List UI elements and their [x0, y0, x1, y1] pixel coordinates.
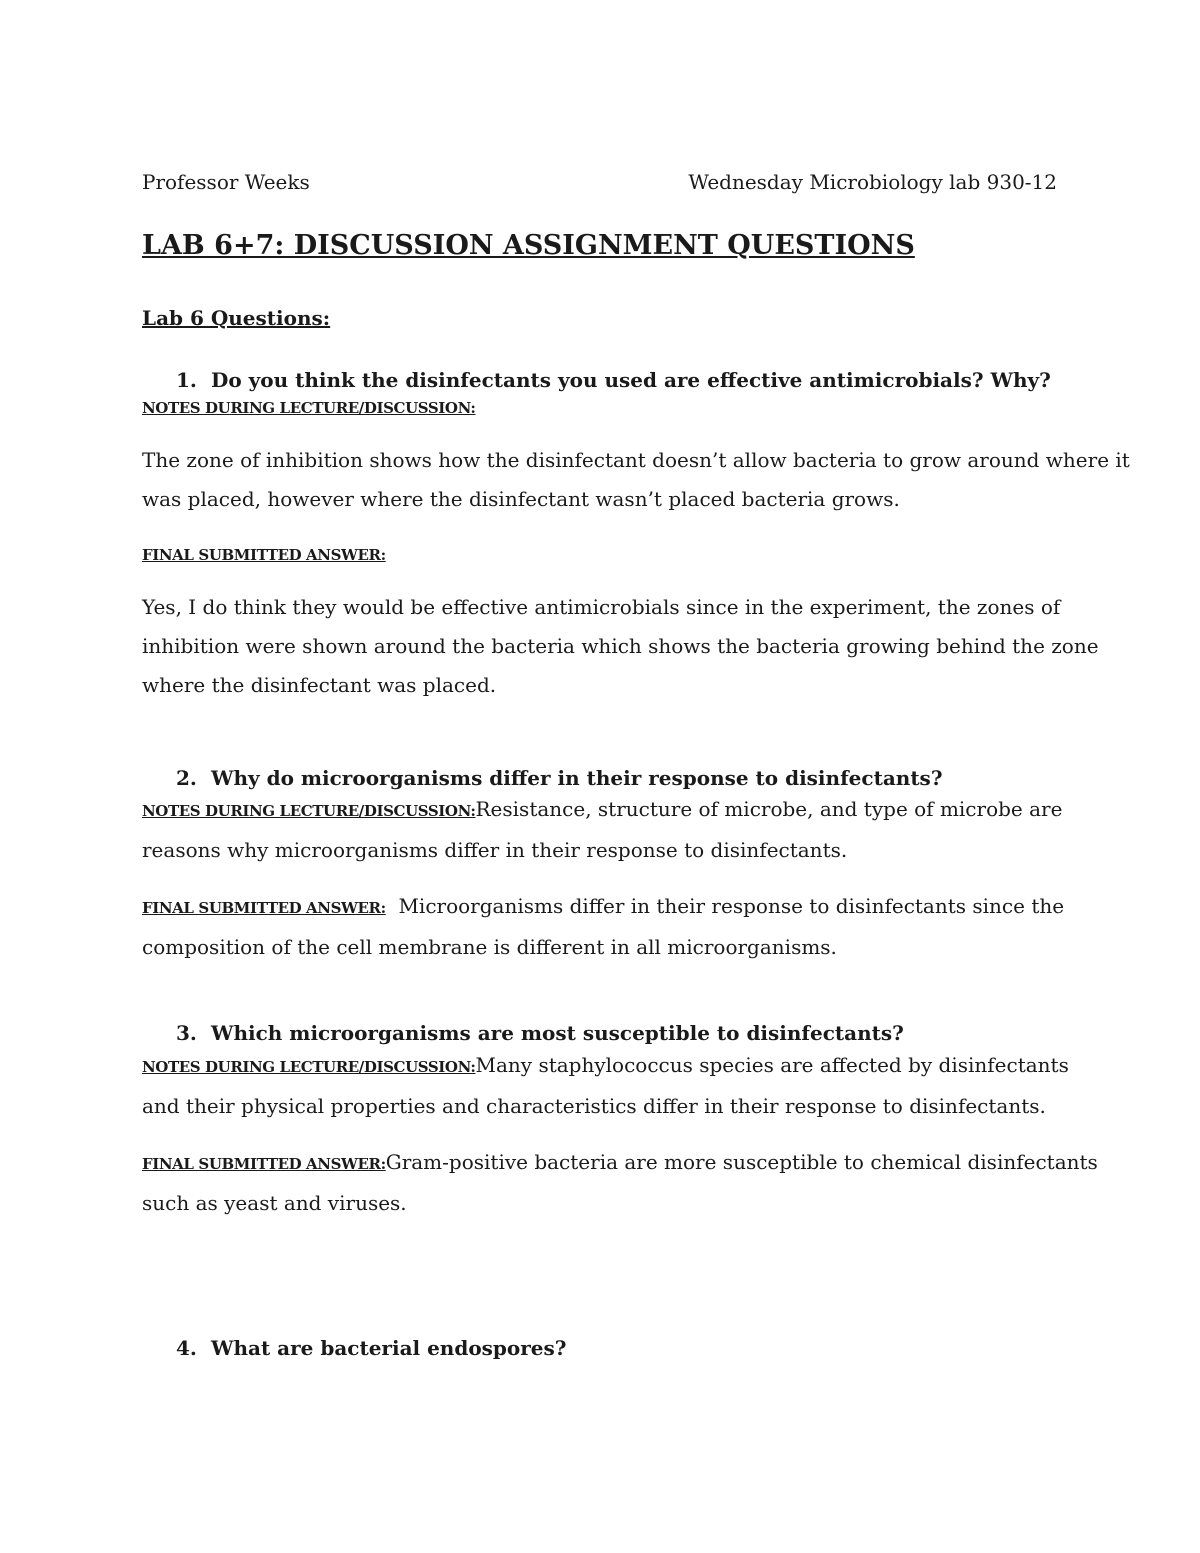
final-answer-3: [142, 1143, 1098, 1223]
final-label-text: FINAL SUBMITTED ANSWER:: [142, 546, 386, 564]
answer-line: such as yeast and viruses.: [142, 1191, 407, 1215]
final-answer-2: [142, 887, 1065, 967]
answer-line: reasons why microorganisms differ in their response to disinfectants.: [142, 838, 848, 862]
question-text: Which microorganisms are most susceptible to disinfectants?: [211, 1021, 904, 1045]
answer-line: Yes, I do think they would be effective antimicrobials since in the experiment, the zones of: [142, 595, 1061, 619]
question-number: 1.: [176, 368, 197, 392]
final-label-text: FINAL SUBMITTED ANSWER:: [142, 899, 386, 917]
document-title: LAB 6+7: DISCUSSION ASSIGNMENT QUESTIONS: [142, 230, 915, 261]
answer-text: Microorganisms differ in their response to disinfectants since the: [398, 894, 1065, 918]
answer-line: and their physical properties and characteristics differ in their response to disinfectants.: [142, 1094, 1046, 1118]
section-heading-lab6: Lab 6 Questions:: [142, 306, 331, 330]
answer-text: Gram-positive bacteria are more susceptible to chemical disinfectants: [385, 1150, 1098, 1174]
question-number: 4.: [176, 1336, 197, 1360]
professor-name: Professor Weeks: [142, 170, 310, 194]
question-1: [176, 366, 1051, 394]
course-info: Wednesday Microbiology lab 930-12: [688, 170, 1057, 194]
question-text: Do you think the disinfectants you used are effective antimicrobials? Why?: [211, 368, 1051, 392]
question-4: [176, 1334, 567, 1362]
question-3: [176, 1019, 904, 1047]
notes-label-text: NOTES DURING LECTURE/DISCUSSION:: [142, 1058, 476, 1076]
answer-text: Many staphylococcus species are affected by disinfectants: [475, 1053, 1069, 1077]
notes-label-text: NOTES DURING LECTURE/DISCUSSION:: [142, 399, 476, 417]
question-text: Why do microorganisms differ in their response to disinfectants?: [211, 766, 943, 790]
answer-line: The zone of inhibition shows how the disinfectant doesn’t allow bacteria to grow around where it: [142, 448, 1130, 472]
notes-label-text: NOTES DURING LECTURE/DISCUSSION:: [142, 802, 476, 820]
question-text: What are bacterial endospores?: [211, 1336, 567, 1360]
question-number: 2.: [176, 766, 197, 790]
answer-line: was placed, however where the disinfectant wasn’t placed bacteria grows.: [142, 487, 900, 511]
answer-line: composition of the cell membrane is different in all microorganisms.: [142, 935, 837, 959]
question-number: 3.: [176, 1021, 197, 1045]
final-label-text: FINAL SUBMITTED ANSWER:: [142, 1155, 386, 1173]
notes-label: [142, 396, 476, 420]
question-2: [176, 764, 943, 792]
answer-text: Resistance, structure of microbe, and type of microbe are: [475, 797, 1063, 821]
notes-answer-3: [142, 1046, 1069, 1126]
final-label: [142, 543, 386, 567]
final-answer-1: [142, 588, 1099, 705]
notes-answer-1: [142, 441, 1130, 519]
answer-line: inhibition were shown around the bacteria which shows the bacteria growing behind the zone: [142, 634, 1099, 658]
answer-line: where the disinfectant was placed.: [142, 673, 497, 697]
notes-answer-2: [142, 790, 1062, 870]
